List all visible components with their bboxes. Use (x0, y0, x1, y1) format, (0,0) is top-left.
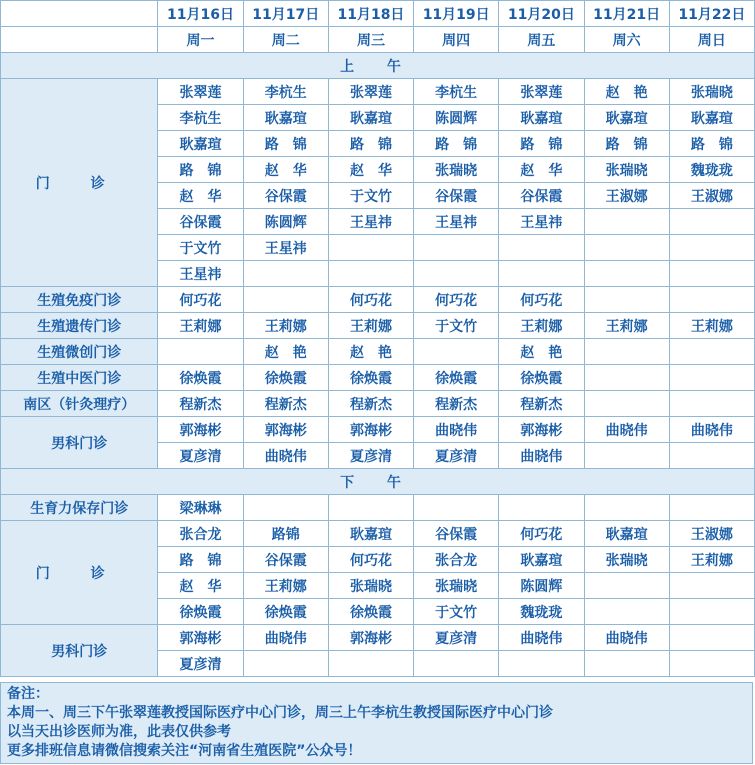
doctor-cell: 梁琳琳 (158, 495, 243, 521)
empty-cell (669, 235, 754, 261)
weekday-cell: 周一 (158, 27, 243, 53)
doctor-cell: 张翠莲 (499, 79, 584, 105)
doctor-cell: 耿嘉瑄 (584, 105, 669, 131)
doctor-cell: 郭海彬 (243, 417, 328, 443)
empty-cell (243, 495, 328, 521)
doctor-cell: 李杭生 (243, 79, 328, 105)
empty-cell (669, 287, 754, 313)
doctor-cell: 程新杰 (243, 391, 328, 417)
doctor-cell: 王莉娜 (243, 313, 328, 339)
schedule-row (1, 365, 755, 391)
doctor-cell: 徐焕霞 (328, 599, 413, 625)
empty-cell (669, 339, 754, 365)
department-cell: 门 诊 (1, 79, 158, 287)
weekday-cell: 周五 (499, 27, 584, 53)
doctor-cell: 曲晓伟 (499, 625, 584, 651)
doctor-cell: 赵 华 (328, 157, 413, 183)
empty-cell (669, 365, 754, 391)
empty-cell (499, 651, 584, 677)
doctor-cell: 王淑娜 (669, 521, 754, 547)
empty-cell (584, 495, 669, 521)
doctor-cell: 曲晓伟 (584, 625, 669, 651)
empty-cell (584, 651, 669, 677)
department-cell: 男科门诊 (1, 417, 158, 469)
weekday-header-row (1, 27, 755, 53)
schedule-row (1, 339, 755, 365)
date-header-row (1, 1, 755, 27)
empty-cell (499, 235, 584, 261)
doctor-cell: 耿嘉瑄 (499, 105, 584, 131)
morning-section-row (1, 53, 755, 79)
empty-cell (584, 339, 669, 365)
doctor-cell: 路锦 (243, 521, 328, 547)
doctor-cell: 耿嘉瑄 (499, 547, 584, 573)
empty-cell (328, 235, 413, 261)
department-cell: 生育力保存门诊 (1, 495, 158, 521)
empty-cell (669, 651, 754, 677)
doctor-cell: 夏彦清 (414, 443, 499, 469)
doctor-cell: 曲晓伟 (243, 443, 328, 469)
doctor-cell: 夏彦清 (414, 625, 499, 651)
doctor-cell: 路 锦 (499, 131, 584, 157)
doctor-cell: 何巧花 (499, 521, 584, 547)
doctor-cell: 陈圆辉 (499, 573, 584, 599)
empty-cell (584, 287, 669, 313)
doctor-cell: 谷保霞 (499, 183, 584, 209)
schedule-row (1, 287, 755, 313)
doctor-cell: 徐焕霞 (243, 365, 328, 391)
empty-cell (669, 209, 754, 235)
empty-cell (669, 573, 754, 599)
doctor-cell: 张瑞晓 (414, 573, 499, 599)
doctor-cell: 徐焕霞 (158, 365, 243, 391)
notes-line: 更多排班信息请微信搜索关注“河南省生殖医院”公众号！ (7, 743, 362, 759)
doctor-cell: 何巧花 (499, 287, 584, 313)
doctor-cell: 耿嘉瑄 (584, 521, 669, 547)
doctor-cell: 王淑娜 (669, 183, 754, 209)
doctor-cell: 赵 华 (158, 183, 243, 209)
doctor-cell: 张合龙 (158, 521, 243, 547)
doctor-cell: 赵 艳 (499, 339, 584, 365)
doctor-cell: 张翠莲 (158, 79, 243, 105)
empty-cell (669, 443, 754, 469)
doctor-cell: 曲晓伟 (669, 417, 754, 443)
empty-cell (243, 261, 328, 287)
empty-cell (584, 391, 669, 417)
doctor-cell: 张翠莲 (328, 79, 413, 105)
doctor-cell: 耿嘉瑄 (158, 131, 243, 157)
doctor-cell: 路 锦 (669, 131, 754, 157)
empty-cell (414, 495, 499, 521)
empty-cell (414, 339, 499, 365)
empty-cell (584, 443, 669, 469)
notes-title: 备注： (7, 686, 49, 702)
doctor-cell: 陈圆辉 (243, 209, 328, 235)
doctor-cell: 程新杰 (158, 391, 243, 417)
doctor-cell: 赵 艳 (584, 79, 669, 105)
department-cell: 门 诊 (1, 521, 158, 625)
doctor-cell: 程新杰 (414, 391, 499, 417)
empty-cell (414, 235, 499, 261)
doctor-cell: 谷保霞 (158, 209, 243, 235)
empty-cell (414, 261, 499, 287)
afternoon-section-row (1, 469, 755, 495)
doctor-cell: 曲晓伟 (414, 417, 499, 443)
empty-cell (669, 625, 754, 651)
doctor-cell: 张瑞晓 (414, 157, 499, 183)
doctor-cell: 何巧花 (328, 547, 413, 573)
doctor-cell: 谷保霞 (243, 183, 328, 209)
date-cell: 11月20日 (499, 1, 584, 27)
empty-cell (584, 261, 669, 287)
empty-cell (243, 287, 328, 313)
empty-cell (669, 391, 754, 417)
doctor-cell: 路 锦 (158, 547, 243, 573)
doctor-cell: 郭海彬 (499, 417, 584, 443)
date-cell: 11月17日 (243, 1, 328, 27)
date-cell: 11月16日 (158, 1, 243, 27)
empty-cell (243, 651, 328, 677)
schedule-row (1, 391, 755, 417)
schedule-row (1, 313, 755, 339)
doctor-cell: 王星祎 (328, 209, 413, 235)
empty-cell (499, 261, 584, 287)
doctor-cell: 张瑞晓 (328, 573, 413, 599)
doctor-cell: 何巧花 (158, 287, 243, 313)
doctor-cell: 耿嘉瑄 (328, 105, 413, 131)
doctor-cell: 夏彦清 (158, 443, 243, 469)
doctor-cell: 张瑞晓 (669, 79, 754, 105)
doctor-cell: 路 锦 (414, 131, 499, 157)
doctor-cell: 王淑娜 (584, 183, 669, 209)
doctor-cell: 郭海彬 (158, 625, 243, 651)
date-cell: 11月18日 (328, 1, 413, 27)
doctor-cell: 程新杰 (499, 391, 584, 417)
doctor-cell: 李杭生 (158, 105, 243, 131)
doctor-cell: 魏珑珑 (499, 599, 584, 625)
department-cell: 生殖免疫门诊 (1, 287, 158, 313)
empty-cell (584, 599, 669, 625)
empty-cell (669, 495, 754, 521)
weekday-cell: 周六 (584, 27, 669, 53)
date-cell: 11月22日 (669, 1, 754, 27)
doctor-cell: 王莉娜 (499, 313, 584, 339)
doctor-cell: 曲晓伟 (584, 417, 669, 443)
weekday-cell: 周日 (669, 27, 754, 53)
doctor-cell: 王星祎 (243, 235, 328, 261)
doctor-cell: 徐焕霞 (158, 599, 243, 625)
doctor-cell: 郭海彬 (328, 625, 413, 651)
doctor-cell: 王莉娜 (243, 573, 328, 599)
doctor-cell: 路 锦 (243, 131, 328, 157)
doctor-cell: 何巧花 (328, 287, 413, 313)
date-cell: 11月19日 (414, 1, 499, 27)
empty-cell (584, 365, 669, 391)
weekday-cell: 周三 (328, 27, 413, 53)
doctor-cell: 徐焕霞 (414, 365, 499, 391)
doctor-cell: 王莉娜 (669, 547, 754, 573)
afternoon-section-title: 下 午 (1, 469, 755, 495)
schedule-row (1, 495, 755, 521)
doctor-cell: 郭海彬 (158, 417, 243, 443)
doctor-cell: 谷保霞 (243, 547, 328, 573)
notes-line: 本周一、周三下午张翠莲教授国际医疗中心门诊，周三上午李杭生教授国际医疗中心门诊 (7, 705, 553, 721)
doctor-cell: 魏珑珑 (669, 157, 754, 183)
doctor-cell: 赵 华 (499, 157, 584, 183)
department-cell: 男科门诊 (1, 625, 158, 677)
doctor-cell: 于文竹 (414, 599, 499, 625)
doctor-cell: 徐焕霞 (328, 365, 413, 391)
doctor-cell: 耿嘉瑄 (243, 105, 328, 131)
doctor-cell: 程新杰 (328, 391, 413, 417)
empty-cell (328, 651, 413, 677)
weekday-cell: 周四 (414, 27, 499, 53)
doctor-cell: 张瑞晓 (584, 157, 669, 183)
doctor-cell: 陈圆辉 (414, 105, 499, 131)
empty-cell (328, 261, 413, 287)
schedule-row (1, 417, 755, 443)
empty-cell (584, 209, 669, 235)
doctor-cell: 徐焕霞 (243, 599, 328, 625)
doctor-cell: 徐焕霞 (499, 365, 584, 391)
doctor-cell: 路 锦 (584, 131, 669, 157)
doctor-cell: 耿嘉瑄 (328, 521, 413, 547)
weekday-cell: 周二 (243, 27, 328, 53)
department-cell: 生殖遗传门诊 (1, 313, 158, 339)
doctor-cell: 赵 华 (158, 573, 243, 599)
doctor-cell: 王星祎 (414, 209, 499, 235)
schedule-row (1, 79, 755, 105)
doctor-cell: 王星祎 (499, 209, 584, 235)
notes-box (0, 682, 753, 764)
doctor-cell: 王星祎 (158, 261, 243, 287)
schedule-body (1, 1, 755, 677)
empty-cell (669, 261, 754, 287)
morning-section-title: 上 午 (1, 53, 755, 79)
empty-cell (584, 573, 669, 599)
doctor-cell: 王莉娜 (584, 313, 669, 339)
doctor-cell: 赵 华 (243, 157, 328, 183)
doctor-cell: 何巧花 (414, 287, 499, 313)
empty-cell (584, 235, 669, 261)
corner-cell (1, 1, 158, 27)
doctor-cell: 曲晓伟 (243, 625, 328, 651)
empty-cell (499, 495, 584, 521)
date-cell: 11月21日 (584, 1, 669, 27)
doctor-cell: 王莉娜 (158, 313, 243, 339)
doctor-cell: 郭海彬 (328, 417, 413, 443)
department-cell: 生殖中医门诊 (1, 365, 158, 391)
empty-cell (414, 651, 499, 677)
doctor-cell: 曲晓伟 (499, 443, 584, 469)
doctor-cell: 王莉娜 (669, 313, 754, 339)
doctor-cell: 赵 艳 (243, 339, 328, 365)
department-cell: 生殖微创门诊 (1, 339, 158, 365)
doctor-cell: 赵 艳 (328, 339, 413, 365)
doctor-cell: 张瑞晓 (584, 547, 669, 573)
doctor-cell: 于文竹 (328, 183, 413, 209)
doctor-cell: 于文竹 (158, 235, 243, 261)
empty-cell (158, 339, 243, 365)
doctor-cell: 夏彦清 (158, 651, 243, 677)
doctor-cell: 谷保霞 (414, 521, 499, 547)
doctor-cell: 耿嘉瑄 (669, 105, 754, 131)
department-cell: 南区（针灸理疗） (1, 391, 158, 417)
doctor-cell: 夏彦清 (328, 443, 413, 469)
corner-cell (1, 27, 158, 53)
empty-cell (669, 599, 754, 625)
doctor-cell: 谷保霞 (414, 183, 499, 209)
doctor-cell: 张合龙 (414, 547, 499, 573)
schedule-row (1, 625, 755, 651)
doctor-cell: 王莉娜 (328, 313, 413, 339)
schedule-row (1, 521, 755, 547)
doctor-cell: 路 锦 (328, 131, 413, 157)
doctor-cell: 于文竹 (414, 313, 499, 339)
notes-line: 以当天出诊医师为准，此表仅供参考 (7, 724, 231, 740)
doctor-cell: 李杭生 (414, 79, 499, 105)
empty-cell (328, 495, 413, 521)
doctor-cell: 路 锦 (158, 157, 243, 183)
